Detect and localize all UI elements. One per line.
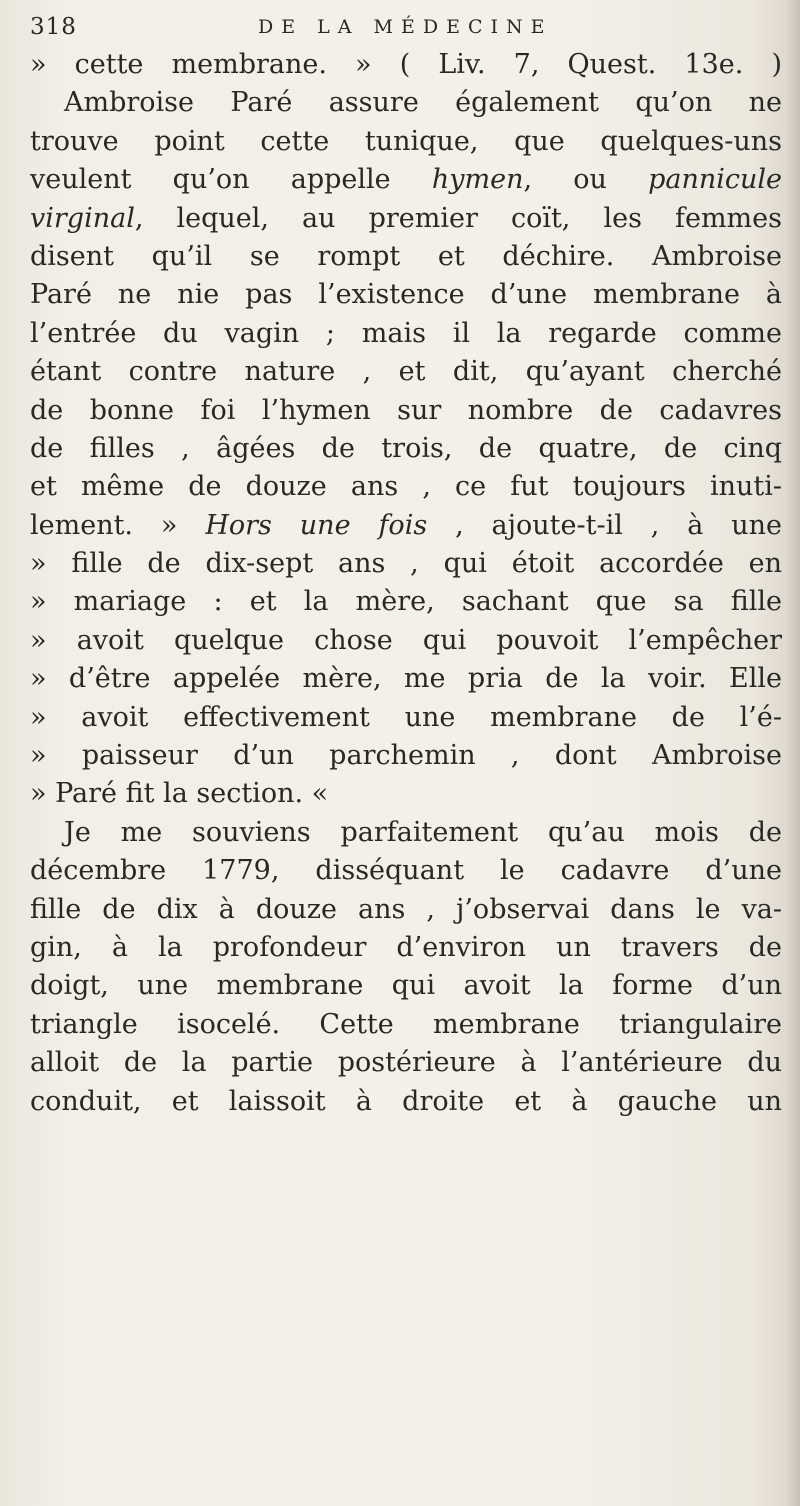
text-line: trouve point cette tunique, que quelques-uns — [30, 125, 782, 157]
text-line — [30, 200, 782, 238]
text-line: » mariage : et la mère, sachant que sa fille — [30, 586, 782, 618]
text-line: » avoit effectivement une membrane de l’é- — [30, 701, 782, 733]
text-segment: , lequel, au premier coït, les femmes — [134, 202, 782, 234]
text-line — [30, 161, 782, 199]
text-line: » cette membrane. » ( Liv. 7, Quest. 13e. ) — [30, 49, 782, 80]
page-edge-shadow — [786, 0, 800, 1506]
text-line: de bonne foi l’hymen sur nombre de cadavres — [30, 394, 782, 426]
text-line: disent qu’il se rompt et déchire. Ambroise — [30, 240, 782, 272]
text-line: gin, à la profondeur d’environ un travers de — [30, 931, 782, 963]
text-segment: , ajoute-t-il , à une — [427, 509, 782, 541]
text-line: et même de douze ans , ce fut toujours inuti- — [30, 471, 782, 503]
text-segment: , ou — [523, 164, 649, 196]
text-line: Paré ne nie pas l’existence d’une membrane à — [30, 279, 782, 311]
running-title: DE LA MÉDECINE — [258, 16, 553, 38]
text-line: alloit de la partie postérieure à l’antérieure du — [30, 1047, 782, 1079]
text-line: décembre 1779, disséquant le cadavre d’une — [30, 855, 782, 887]
text-line: triangle isocelé. Cette membrane triangulaire — [30, 1008, 782, 1040]
italic-phrase-hors-une-fois: Hors une fois — [205, 509, 428, 541]
italic-term-virginal: virginal — [30, 202, 135, 234]
page-number: 318 — [30, 14, 77, 40]
text-line: » d’être appelée mère, me pria de la voir. Elle — [30, 663, 782, 695]
text-line: » avoit quelque chose qui pouvoit l’empêcher — [30, 624, 782, 656]
italic-term-hymen: hymen — [431, 164, 524, 196]
running-head — [30, 12, 770, 42]
text-line: étant contre nature , et dit, qu’ayant cherché — [30, 356, 782, 388]
text-line: » paisseur d’un parchemin , dont Ambroise — [30, 740, 782, 772]
text-line: Je me souviens parfaitement qu’au mois de — [64, 816, 782, 848]
text-line: doigt, une membrane qui avoit la forme d’un — [30, 970, 782, 1002]
text-segment: lement. » — [30, 509, 206, 541]
text-line: » Paré fit la section. « — [30, 778, 329, 810]
text-body — [30, 46, 782, 1121]
italic-term-pannicule: pannicule — [648, 164, 782, 196]
text-line: de filles , âgées de trois, de quatre, de cinq — [30, 432, 782, 464]
text-line: fille de dix à douze ans , j’observai dans le va- — [30, 893, 782, 925]
text-line: l’entrée du vagin ; mais il la regarde comme — [30, 317, 782, 349]
text-line: conduit, et laissoit à droite et à gauche un — [30, 1085, 782, 1117]
text-segment: veulent qu’on appelle — [30, 164, 432, 196]
text-line — [30, 507, 782, 545]
text-line: Ambroise Paré assure également qu’on ne — [64, 87, 782, 119]
text-line: » fille de dix-sept ans , qui étoit accordée en — [30, 548, 782, 580]
